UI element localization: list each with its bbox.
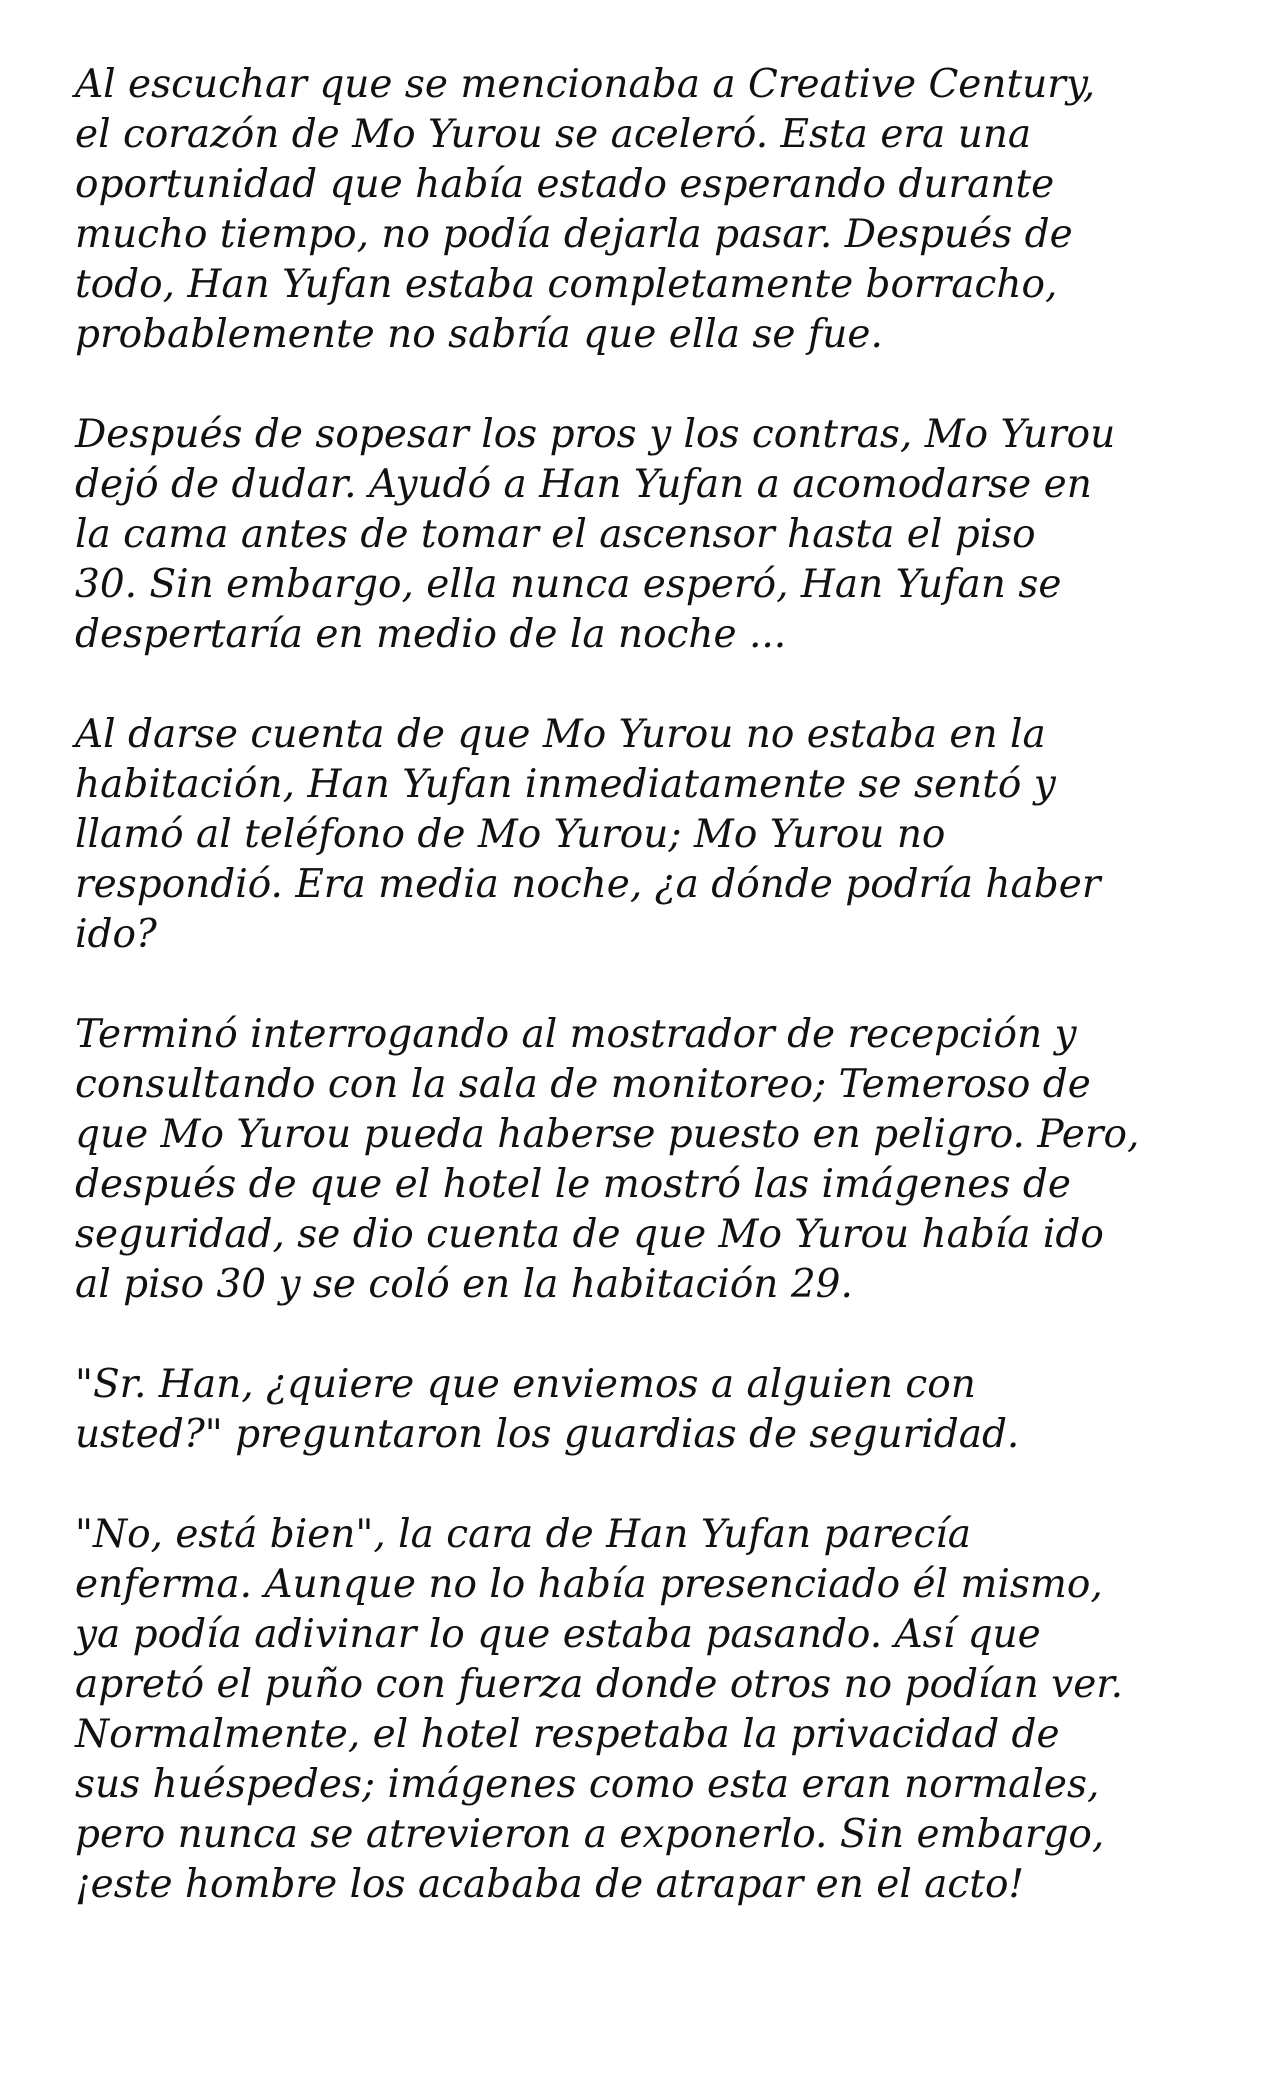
text-line: despertaría en medio de la noche ... [75, 612, 787, 657]
text-line: Después de sopesar los pros y los contras, Mo Yurou [75, 412, 1116, 457]
text-line: al piso 30 y se coló en la habitación 29. [75, 1262, 853, 1307]
text-line: Al darse cuenta de que Mo Yurou no estaba en la [75, 712, 1046, 757]
text-line: apretó el puño con fuerza donde otros no podían ver. [75, 1662, 1124, 1707]
paragraph-2 [75, 410, 1215, 660]
text-line: seguridad, se dio cuenta de que Mo Yurou había ido [75, 1212, 1104, 1257]
text-line: ido? [75, 912, 157, 957]
text-line: respondió. Era media noche, ¿a dónde podría haber [75, 862, 1101, 907]
text-line: dejó de dudar. Ayudó a Han Yufan a acomodarse en [75, 462, 1092, 507]
text-line: sus huéspedes; imágenes como esta eran normales, [75, 1762, 1100, 1807]
text-line: pero nunca se atrevieron a exponerlo. Sin embargo, [75, 1812, 1105, 1857]
text-line: después de que el hotel le mostró las imágenes de [75, 1162, 1071, 1207]
text-line: la cama antes de tomar el ascensor hasta el piso [75, 512, 1036, 557]
text-line: usted?" preguntaron los guardias de seguridad. [75, 1412, 1020, 1457]
text-line: Al escuchar que se mencionaba a Creative Century, [75, 62, 1096, 107]
text-line: habitación, Han Yufan inmediatamente se sentó y [75, 762, 1056, 807]
paragraph-1 [75, 60, 1215, 360]
paragraph-5 [75, 1360, 1215, 1460]
text-line: oportunidad que había estado esperando durante [75, 162, 1055, 207]
paragraph-4 [75, 1010, 1215, 1310]
text-line: Terminó interrogando al mostrador de recepción y [75, 1012, 1077, 1057]
text-line: Normalmente, el hotel respetaba la privacidad de [75, 1712, 1060, 1757]
text-line: "Sr. Han, ¿quiere que enviemos a alguien con [75, 1362, 976, 1407]
text-line: mucho tiempo, no podía dejarla pasar. Después de [75, 212, 1073, 257]
text-line: el corazón de Mo Yurou se aceleró. Esta era una [75, 112, 1032, 157]
text-line: que Mo Yurou pueda haberse puesto en peligro. Pero, [75, 1112, 1140, 1157]
text-line: ¡este hombre los acababa de atrapar en el acto! [75, 1862, 1025, 1907]
text-line: ya podía adivinar lo que estaba pasando. Así que [75, 1612, 1041, 1657]
text-line: 30. Sin embargo, ella nunca esperó, Han Yufan se [75, 562, 1062, 607]
text-line: probablemente no sabría que ella se fue. [75, 312, 883, 357]
document-page [75, 60, 1215, 1960]
text-line: todo, Han Yufan estaba completamente borracho, [75, 262, 1058, 307]
text-line: "No, está bien", la cara de Han Yufan parecía [75, 1512, 972, 1557]
paragraph-6 [75, 1510, 1215, 1910]
paragraph-3 [75, 710, 1215, 960]
text-line: consultando con la sala de monitoreo; Temeroso de [75, 1062, 1091, 1107]
text-line: llamó al teléfono de Mo Yurou; Mo Yurou no [75, 812, 946, 857]
text-line: enferma. Aunque no lo había presenciado él mismo, [75, 1562, 1103, 1607]
